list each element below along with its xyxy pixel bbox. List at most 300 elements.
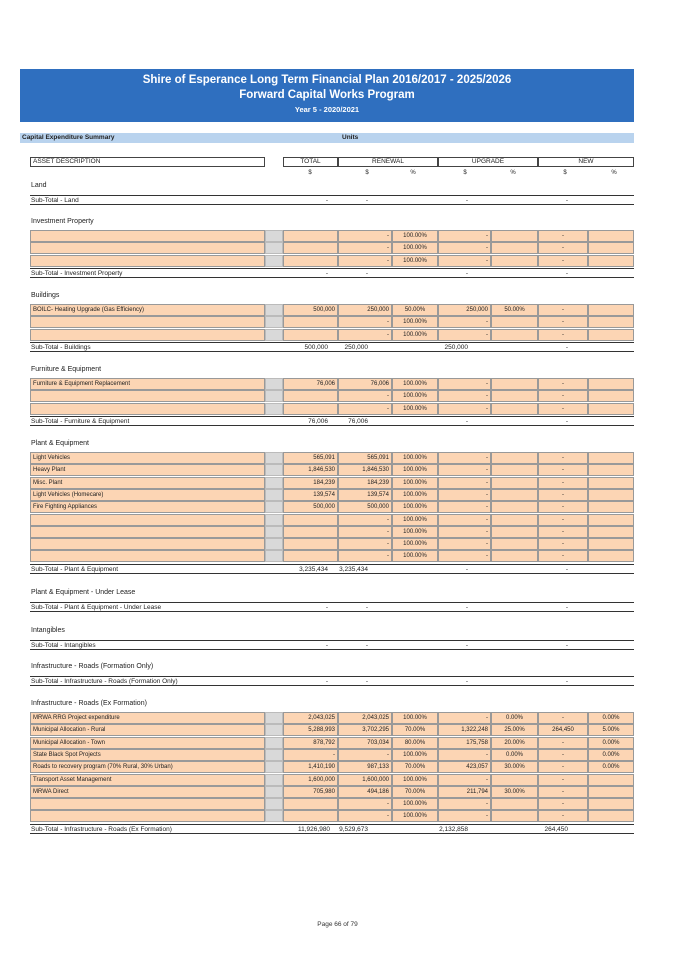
cell-total	[283, 538, 338, 550]
cell-new: -	[538, 304, 588, 316]
cell-new: -	[538, 464, 588, 476]
subtotal-label: Sub-Total - Buildings	[31, 343, 91, 351]
cell-npct	[588, 329, 634, 341]
cell-desc: Fire Fighting Appliances	[30, 501, 265, 513]
cell-rpct: 70.00%	[392, 761, 438, 773]
section-title: Furniture & Equipment	[31, 366, 102, 373]
cell-upgrade: -	[438, 378, 491, 390]
subtotal-renewal: 3,235,434	[339, 565, 368, 573]
cell-npct: 5.00%	[588, 724, 634, 736]
cell-upct	[491, 526, 538, 538]
cell-renewal: 500,000	[338, 501, 392, 513]
subtotal-renewal: -	[365, 604, 368, 611]
cell-upct	[491, 489, 538, 501]
cell-npct	[588, 403, 634, 415]
cell-upct	[491, 403, 538, 415]
cell-renewal: 76,006	[338, 378, 392, 390]
spacer-cell	[265, 526, 283, 538]
cell-total	[283, 329, 338, 341]
cell-renewal: -	[338, 316, 392, 328]
cell-rpct: 100.00%	[392, 538, 438, 550]
subtotal-new: -	[565, 642, 568, 649]
spacer-cell	[265, 304, 283, 316]
subtotal-row	[30, 268, 634, 278]
col-asset-description: ASSET DESCRIPTION	[30, 157, 265, 167]
cell-upgrade: -	[438, 538, 491, 550]
spacer-cell	[265, 712, 283, 724]
cell-total: 1,600,000	[283, 774, 338, 786]
cell-new: -	[538, 477, 588, 489]
unit-label: $	[365, 170, 369, 176]
cell-rpct: 80.00%	[392, 737, 438, 749]
cell-total	[283, 798, 338, 810]
subtotal-renewal: 9,529,673	[339, 825, 368, 833]
cell-total: 705,980	[283, 786, 338, 798]
cell-npct	[588, 477, 634, 489]
spacer-cell	[265, 550, 283, 562]
cell-desc	[30, 514, 265, 526]
subtotal-new: 264,450	[544, 825, 568, 833]
subtotal-upgrade: 250,000	[444, 343, 468, 351]
subtotal-new: -	[565, 269, 568, 277]
cell-upct	[491, 316, 538, 328]
cell-upgrade: 175,758	[438, 737, 491, 749]
cell-renewal: 987,133	[338, 761, 392, 773]
cell-rpct: 100.00%	[392, 501, 438, 513]
subtotal-renewal: -	[365, 678, 368, 685]
subtotal-renewal: -	[365, 642, 368, 649]
spacer-cell	[265, 514, 283, 526]
subtotal-label: Sub-Total - Intangibles	[31, 642, 96, 649]
cell-new: -	[538, 514, 588, 526]
subtotal-row	[30, 564, 634, 574]
cell-upct	[491, 514, 538, 526]
cell-new: -	[538, 501, 588, 513]
cell-new: -	[538, 242, 588, 254]
cell-upgrade: 250,000	[438, 304, 491, 316]
cell-renewal: 703,034	[338, 737, 392, 749]
cell-npct	[588, 390, 634, 402]
cell-npct	[588, 798, 634, 810]
spacer-cell	[265, 390, 283, 402]
spacer-cell	[265, 489, 283, 501]
subtotal-upgrade: -	[465, 642, 468, 649]
cell-npct	[588, 255, 634, 267]
subtotal-new: -	[565, 604, 568, 611]
cell-new: -	[538, 526, 588, 538]
cell-renewal: -	[338, 550, 392, 562]
section-title: Intangibles	[31, 627, 65, 634]
cell-rpct: 100.00%	[392, 477, 438, 489]
cell-total	[283, 550, 338, 562]
cell-desc: BOILC- Heating Upgrade (Gas Efficiency)	[30, 304, 265, 316]
cell-total	[283, 403, 338, 415]
cell-new: -	[538, 737, 588, 749]
cell-upgrade: 423,057	[438, 761, 491, 773]
cell-upct: 0.00%	[491, 712, 538, 724]
cell-rpct: 100.00%	[392, 329, 438, 341]
cell-upgrade: -	[438, 712, 491, 724]
cell-renewal: -	[338, 242, 392, 254]
cell-new: -	[538, 798, 588, 810]
cell-desc	[30, 390, 265, 402]
cell-desc	[30, 230, 265, 242]
subtotal-new: -	[565, 197, 568, 204]
cell-upct: 50.00%	[491, 304, 538, 316]
subtotal-new: -	[565, 417, 568, 425]
col-new: NEW	[538, 157, 634, 167]
subtotal-label: Sub-Total - Furniture & Equipment	[31, 417, 130, 425]
cell-upct	[491, 242, 538, 254]
cell-upgrade: -	[438, 390, 491, 402]
cell-upgrade: -	[438, 255, 491, 267]
unit-label: %	[611, 170, 617, 176]
spacer-cell	[265, 724, 283, 736]
cell-rpct: 100.00%	[392, 798, 438, 810]
cell-npct	[588, 378, 634, 390]
cell-new: -	[538, 749, 588, 761]
report-subtitle: Forward Capital Works Program	[239, 89, 415, 101]
cell-upct	[491, 550, 538, 562]
cell-total	[283, 810, 338, 822]
cell-rpct: 100.00%	[392, 712, 438, 724]
spacer-cell	[265, 464, 283, 476]
cell-renewal: 184,239	[338, 477, 392, 489]
section-title: Investment Property	[31, 218, 94, 225]
section-title: Infrastructure - Roads (Ex Formation)	[31, 700, 147, 707]
subtotal-renewal: -	[365, 269, 368, 277]
cell-desc: MRWA RRG Project expenditure	[30, 712, 265, 724]
spacer-cell	[265, 316, 283, 328]
cell-total	[283, 390, 338, 402]
cell-upct: 30.00%	[491, 761, 538, 773]
cell-npct: 0.00%	[588, 712, 634, 724]
cell-renewal: -	[338, 390, 392, 402]
cell-desc	[30, 329, 265, 341]
cell-npct	[588, 230, 634, 242]
cell-renewal: -	[338, 526, 392, 538]
subtotal-label: Sub-Total - Investment Property	[31, 269, 123, 277]
unit-label: $	[563, 170, 567, 176]
spacer-cell	[265, 255, 283, 267]
cell-npct	[588, 464, 634, 476]
spacer-cell	[265, 774, 283, 786]
spacer-cell	[265, 403, 283, 415]
cell-npct	[588, 501, 634, 513]
cell-upct: 25.00%	[491, 724, 538, 736]
subtotal-label: Sub-Total - Land	[31, 197, 79, 204]
cell-npct	[588, 538, 634, 550]
cell-upct: 0.00%	[491, 749, 538, 761]
cell-new: -	[538, 255, 588, 267]
cell-total	[283, 514, 338, 526]
cell-renewal: 3,702,295	[338, 724, 392, 736]
subtotal-total: 11,926,980	[298, 825, 331, 833]
cell-total	[283, 316, 338, 328]
spacer-cell	[265, 230, 283, 242]
cell-desc: Municipal Allocation - Town	[30, 737, 265, 749]
cell-upgrade: -	[438, 452, 491, 464]
spacer-cell	[265, 749, 283, 761]
subtotal-label: Sub-Total - Infrastructure - Roads (Formation Only)	[31, 678, 178, 685]
cell-renewal: -	[338, 538, 392, 550]
cell-upct	[491, 774, 538, 786]
cell-new: -	[538, 786, 588, 798]
cell-renewal: -	[338, 403, 392, 415]
cell-upct	[491, 390, 538, 402]
cell-upct	[491, 378, 538, 390]
cell-renewal: 139,574	[338, 489, 392, 501]
cell-desc	[30, 538, 265, 550]
cell-total: 1,410,190	[283, 761, 338, 773]
cell-upgrade: -	[438, 774, 491, 786]
cell-upct	[491, 798, 538, 810]
subtotal-label: Sub-Total - Infrastructure - Roads (Ex Formation)	[31, 825, 172, 833]
cell-rpct: 100.00%	[392, 514, 438, 526]
spacer-cell	[265, 786, 283, 798]
subtotal-total: -	[325, 269, 328, 277]
unit-label: %	[410, 170, 416, 176]
cell-upgrade: -	[438, 329, 491, 341]
page-number: Page 66 of 79	[317, 921, 358, 928]
cell-upct	[491, 501, 538, 513]
cell-new: -	[538, 761, 588, 773]
spacer-cell	[265, 477, 283, 489]
cell-upct	[491, 230, 538, 242]
summary-label: Capital Expenditure Summary	[22, 134, 115, 141]
spacer-cell	[265, 538, 283, 550]
cell-upgrade: -	[438, 489, 491, 501]
cell-rpct: 100.00%	[392, 378, 438, 390]
spacer-cell	[265, 798, 283, 810]
section-title: Plant & Equipment	[31, 440, 89, 447]
cell-new: -	[538, 452, 588, 464]
cell-desc	[30, 526, 265, 538]
section-title: Plant & Equipment - Under Lease	[31, 589, 136, 596]
summary-bar	[20, 133, 634, 143]
cell-renewal: -	[338, 255, 392, 267]
cell-upgrade: -	[438, 464, 491, 476]
spacer-cell	[265, 242, 283, 254]
report-title: Shire of Esperance Long Term Financial Plan 2016/2017 - 2025/2026	[142, 74, 512, 86]
spacer-cell	[265, 378, 283, 390]
cell-total: 5,288,993	[283, 724, 338, 736]
spacer-cell	[265, 761, 283, 773]
cell-new: -	[538, 378, 588, 390]
cell-new: 264,450	[538, 724, 588, 736]
cell-total: 565,091	[283, 452, 338, 464]
subtotal-total: 500,000	[304, 343, 328, 351]
cell-rpct: 100.00%	[392, 550, 438, 562]
cell-npct	[588, 489, 634, 501]
cell-rpct: 100.00%	[392, 489, 438, 501]
cell-rpct: 100.00%	[392, 390, 438, 402]
unit-label: %	[510, 170, 516, 176]
subtotal-row	[30, 416, 634, 426]
cell-npct	[588, 526, 634, 538]
cell-rpct: 70.00%	[392, 724, 438, 736]
cell-rpct: 100.00%	[392, 242, 438, 254]
cell-npct: 0.00%	[588, 737, 634, 749]
cell-renewal: -	[338, 810, 392, 822]
subtotal-row	[30, 824, 634, 834]
cell-renewal: 494,186	[338, 786, 392, 798]
cell-new: -	[538, 230, 588, 242]
cell-total	[283, 526, 338, 538]
cell-rpct: 100.00%	[392, 403, 438, 415]
subtotal-label: Sub-Total - Plant & Equipment - Under Lease	[31, 604, 162, 611]
units-label: Units	[342, 134, 359, 141]
col-upgrade: UPGRADE	[438, 157, 538, 167]
subtotal-row	[30, 676, 634, 686]
cell-rpct: 70.00%	[392, 786, 438, 798]
cell-desc: Light Vehicles	[30, 452, 265, 464]
cell-desc: State Black Spot Projects	[30, 749, 265, 761]
cell-desc: MRWA Direct	[30, 786, 265, 798]
cell-renewal: 565,091	[338, 452, 392, 464]
cell-rpct: 100.00%	[392, 452, 438, 464]
cell-new: -	[538, 550, 588, 562]
cell-renewal: -	[338, 329, 392, 341]
cell-new: -	[538, 810, 588, 822]
cell-desc	[30, 242, 265, 254]
cell-rpct: 50.00%	[392, 304, 438, 316]
cell-upct	[491, 810, 538, 822]
subtotal-renewal: 76,006	[348, 417, 368, 425]
cell-npct	[588, 242, 634, 254]
cell-new: -	[538, 390, 588, 402]
cell-upct	[491, 452, 538, 464]
spacer-cell	[265, 452, 283, 464]
subtotal-total: 3,235,434	[299, 565, 328, 573]
cell-upct: 30.00%	[491, 786, 538, 798]
cell-new: -	[538, 774, 588, 786]
subtotal-new: -	[565, 343, 568, 351]
cell-upgrade: -	[438, 477, 491, 489]
subtotal-total: -	[325, 604, 328, 611]
cell-renewal: 1,846,530	[338, 464, 392, 476]
cell-upct	[491, 329, 538, 341]
cell-new: -	[538, 538, 588, 550]
cell-rpct: 100.00%	[392, 526, 438, 538]
report-header-banner	[20, 69, 634, 122]
cell-upgrade: -	[438, 230, 491, 242]
subtotal-label: Sub-Total - Plant & Equipment	[31, 565, 119, 573]
cell-renewal: 1,600,000	[338, 774, 392, 786]
cell-upct: 20.00%	[491, 737, 538, 749]
cell-upgrade: -	[438, 810, 491, 822]
subtotal-total: -	[325, 642, 328, 649]
subtotal-upgrade: 2,132,858	[439, 825, 468, 833]
cell-total: 2,043,025	[283, 712, 338, 724]
cell-new: -	[538, 329, 588, 341]
cell-npct	[588, 786, 634, 798]
subtotal-upgrade: -	[465, 678, 468, 685]
unit-label: $	[463, 170, 467, 176]
cell-renewal: 250,000	[338, 304, 392, 316]
cell-upgrade: 1,322,248	[438, 724, 491, 736]
spacer-cell	[265, 329, 283, 341]
cell-total: 500,000	[283, 304, 338, 316]
subtotal-row	[30, 602, 634, 612]
cell-npct	[588, 810, 634, 822]
spacer-cell	[265, 501, 283, 513]
cell-total: 76,006	[283, 378, 338, 390]
spacer-cell	[265, 810, 283, 822]
subtotal-row	[30, 195, 634, 205]
cell-upgrade: -	[438, 526, 491, 538]
subtotal-row	[30, 640, 634, 650]
subtotal-upgrade: -	[465, 197, 468, 204]
cell-new: -	[538, 489, 588, 501]
section-title: Infrastructure - Roads (Formation Only)	[31, 663, 154, 670]
cell-renewal: -	[338, 230, 392, 242]
cell-new: -	[538, 712, 588, 724]
spacer-cell	[265, 737, 283, 749]
cell-desc	[30, 550, 265, 562]
subtotal-row	[30, 342, 634, 352]
cell-new: -	[538, 316, 588, 328]
cell-rpct: 100.00%	[392, 255, 438, 267]
cell-upct	[491, 464, 538, 476]
cell-rpct: 100.00%	[392, 230, 438, 242]
cell-renewal: -	[338, 749, 392, 761]
cell-upgrade: -	[438, 550, 491, 562]
cell-desc	[30, 810, 265, 822]
subtotal-renewal: -	[365, 197, 368, 204]
cell-upgrade: -	[438, 403, 491, 415]
cell-rpct: 100.00%	[392, 749, 438, 761]
cell-npct	[588, 774, 634, 786]
cell-desc: Misc. Plant	[30, 477, 265, 489]
cell-upgrade: -	[438, 501, 491, 513]
subtotal-total: 76,006	[308, 417, 328, 425]
cell-rpct: 100.00%	[392, 810, 438, 822]
cell-renewal: -	[338, 514, 392, 526]
cell-npct	[588, 304, 634, 316]
cell-renewal: -	[338, 798, 392, 810]
cell-rpct: 100.00%	[392, 464, 438, 476]
cell-desc: Roads to recovery program (70% Rural, 30% Urban)	[30, 761, 265, 773]
subtotal-upgrade: -	[465, 269, 468, 277]
cell-npct	[588, 514, 634, 526]
unit-label: $	[308, 170, 312, 176]
cell-desc: Furniture & Equipment Replacement	[30, 378, 265, 390]
cell-total	[283, 242, 338, 254]
cell-upgrade: -	[438, 316, 491, 328]
cell-upgrade: 211,794	[438, 786, 491, 798]
cell-upct	[491, 255, 538, 267]
cell-total	[283, 255, 338, 267]
cell-npct	[588, 550, 634, 562]
cell-desc	[30, 255, 265, 267]
cell-upct	[491, 538, 538, 550]
cell-desc	[30, 403, 265, 415]
subtotal-upgrade: -	[465, 417, 468, 425]
col-total: TOTAL	[283, 157, 338, 167]
cell-renewal: 2,043,025	[338, 712, 392, 724]
cell-desc	[30, 798, 265, 810]
cell-upgrade: -	[438, 514, 491, 526]
subtotal-renewal: 250,000	[344, 343, 368, 351]
section-title: Buildings	[31, 292, 60, 299]
subtotal-new: -	[565, 565, 568, 573]
cell-npct: 0.00%	[588, 749, 634, 761]
report-year: Year 5 - 2020/2021	[294, 105, 360, 114]
cell-desc: Transport Asset Management	[30, 774, 265, 786]
cell-desc: Light Vehicles (Homecare)	[30, 489, 265, 501]
cell-total: 878,792	[283, 737, 338, 749]
